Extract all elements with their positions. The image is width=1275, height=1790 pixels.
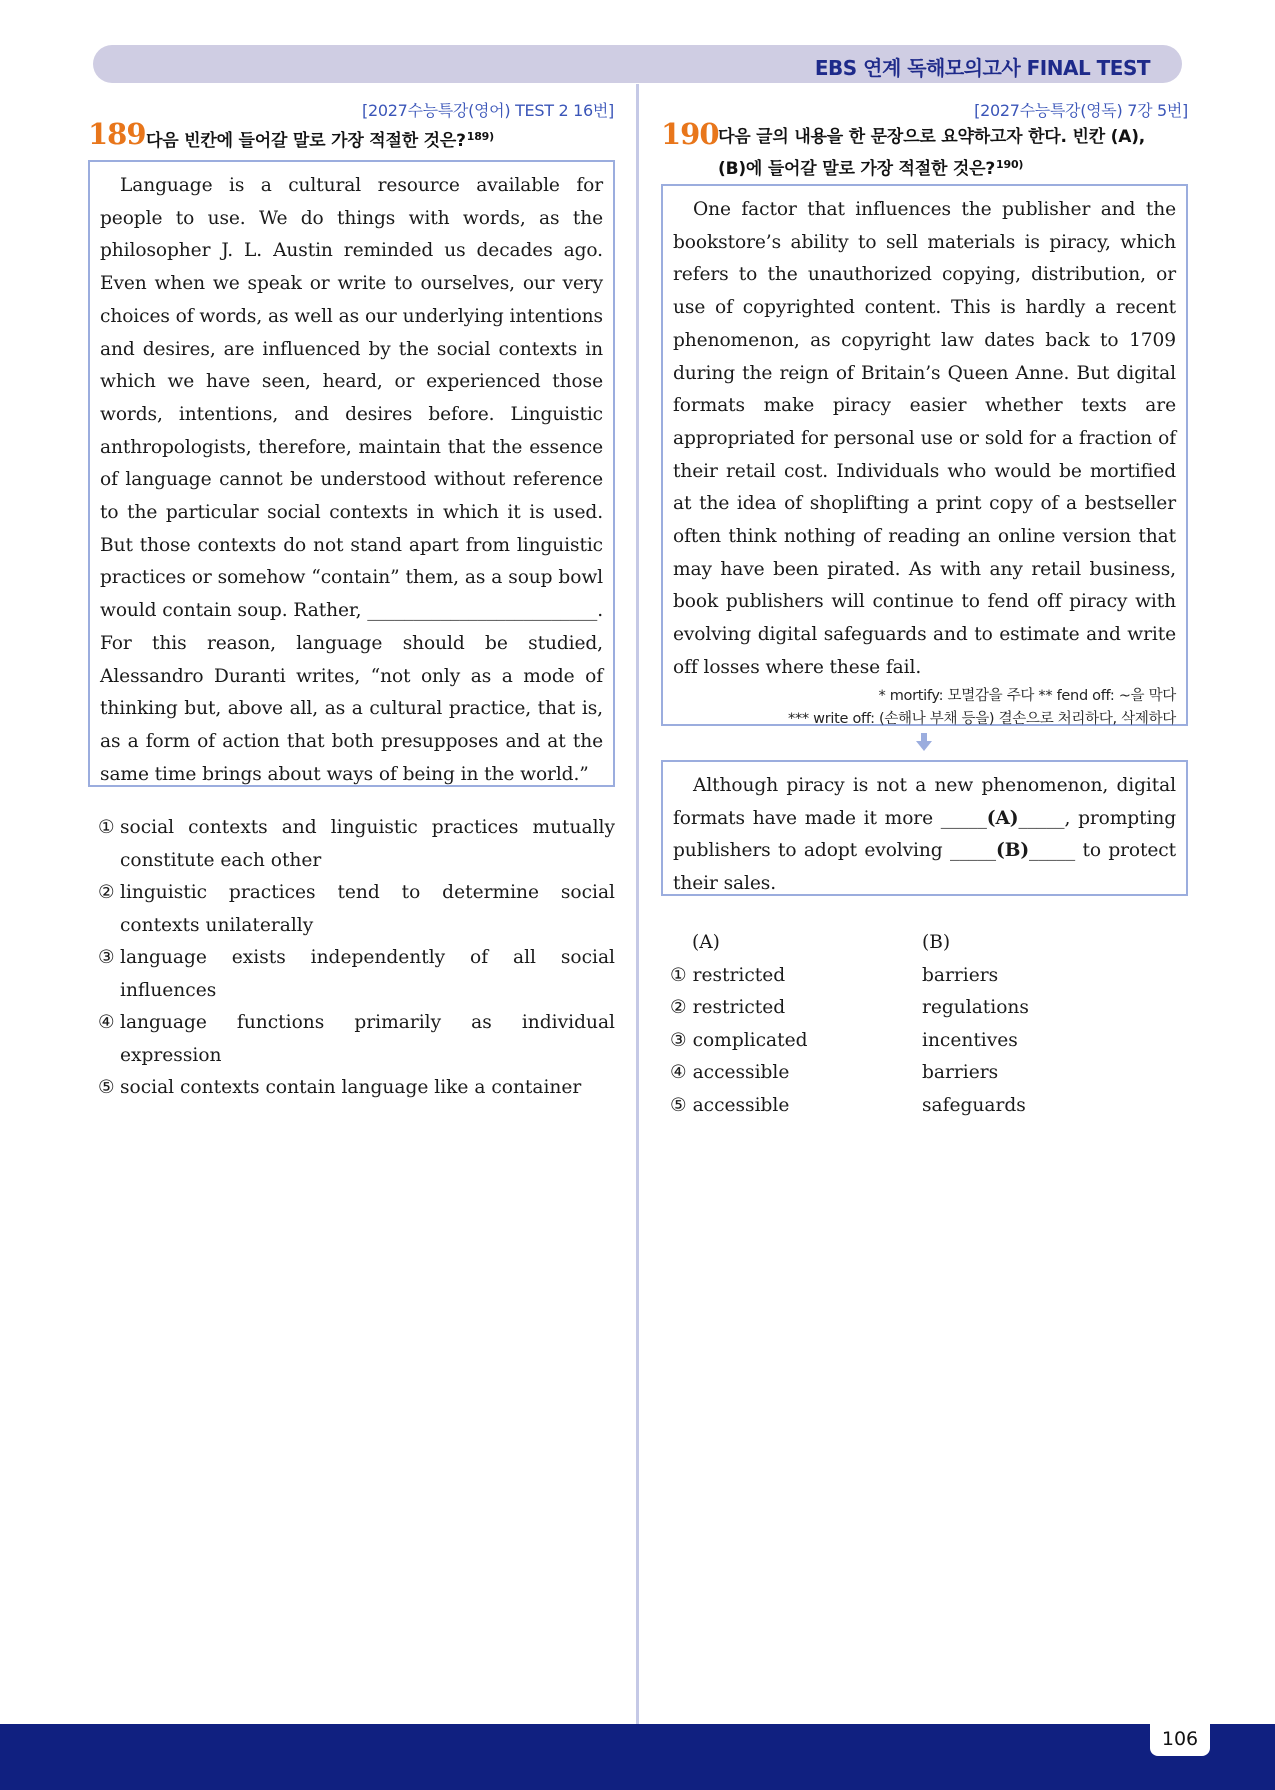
q190-passage: One factor that influences the publisher and the bookstore’s ability to sell materials is piracy, which refers to the unauthorized copying, distribution, or use of copyrighted content. This is hardly a recent phenomenon, as copyright law dates back to 1709 during the reign of Britain’s Queen Anne. But digital formats make piracy easier whether texts are appropriated for personal use or sold for a fraction of their retail cost. Individuals who would be mortified at the idea of shoplifting a print copy of a bestseller often think nothing of reading an online version that may have been pirated. As with any retail business, book publishers will continue to fend off piracy with evolving digital safeguards and to estimate and write off losses where these fail.	[673, 199, 1176, 678]
blank-a-label: (A)	[986, 807, 1019, 829]
q190-note-2: *** write off: (손해나 부채 등을) 결손으로 처리하다, 삭제하다	[788, 710, 1176, 727]
q189-option-4[interactable]	[98, 1007, 615, 1072]
q190-answer-table	[670, 927, 1029, 1122]
summary-part-1: Although piracy is not a new phenomenon, digital formats have made it more	[673, 775, 1176, 829]
q190-prompt-line2-text: (B)에 들어갈 말로 가장 적절한 것은?	[718, 159, 996, 179]
option-a: ② restricted	[670, 997, 786, 1018]
q190-option-2[interactable]	[670, 992, 1029, 1025]
q189-options	[98, 812, 615, 1105]
q189-number: 189	[88, 117, 146, 151]
summary-part-3: to protect their sales.	[673, 840, 1176, 895]
q190-prompt-line2	[718, 151, 1190, 183]
option-text: social contexts contain language like a container	[120, 1077, 582, 1098]
blank-b-pre: _____	[950, 840, 997, 862]
summary-part-2: , prompting publishers to adopt evolving	[673, 807, 1177, 862]
q189-passage-box	[88, 160, 615, 787]
option-b: regulations	[922, 997, 1029, 1018]
q190-prompt-line1: 다음 글의 내용을 한 문장으로 요약하고자 한다. 빈칸 (A),	[718, 127, 1146, 147]
option-b: incentives	[922, 1029, 1018, 1051]
option-b: barriers	[922, 964, 999, 986]
q189-option-3[interactable]	[98, 942, 615, 1007]
q189-footnote-ref: 189)	[466, 130, 494, 143]
q190-note-1: * mortify: 모멸감을 주다 ** fend off: ~을 막다	[878, 687, 1176, 704]
option-a: ⑤ accessible	[670, 1094, 790, 1116]
header-title: EBS 연계 독해모의고사 FINAL TEST	[814, 56, 1150, 80]
page-number: 106	[1150, 1722, 1210, 1756]
option-b: barriers	[922, 1062, 999, 1083]
header-bar	[93, 45, 1182, 83]
option-number: ④	[98, 1012, 115, 1033]
q190-summary-box	[661, 760, 1188, 896]
option-number: ①	[98, 817, 115, 838]
blank-a-pre: _____	[940, 807, 987, 829]
q189-source: [2027수능특강(영어) TEST 2 16번]	[362, 101, 614, 120]
blank-b-label: (B)	[996, 840, 1030, 862]
option-a: ① restricted	[670, 964, 786, 986]
option-b: safeguards	[922, 1094, 1026, 1116]
option-text: language functions primarily as individual expression	[120, 1012, 615, 1066]
column-divider	[636, 84, 639, 1724]
option-a: ③ complicated	[670, 1029, 808, 1051]
q189-option-2[interactable]	[98, 877, 615, 942]
option-a: ④ accessible	[670, 1062, 790, 1083]
q189-passage-before: Language is a cultural resource available for people to use. We do things with words, as the philosopher J. L. Austin reminded us decades ago. Even when we speak or write to ourselves, our very choices of words, as well as our underlying intentions and desires, are influenced by the social contexts in which we have seen, heard, or experienced those words, intentions, and desires before. Linguistic anthropologists, therefore, maintain that the essence of language cannot be understood without reference to the particular social contexts in which it is used. But those contexts do not stand apart from linguistic practices or somehow “contain” them, as a soup bowl would contain soup. Rather,	[100, 175, 603, 622]
q190-option-4[interactable]	[670, 1057, 1029, 1090]
q190-passage-box	[661, 184, 1188, 726]
option-number: ②	[98, 882, 115, 903]
q190-prompt	[718, 123, 1190, 183]
q189-passage	[100, 170, 603, 791]
q190-number: 190	[661, 117, 719, 151]
column-b-header: (B)	[922, 932, 951, 953]
q190-source: [2027수능특강(영독) 7강 5번]	[974, 101, 1188, 120]
blank-a-post: _____	[1018, 807, 1065, 829]
q189-blank: _________________________.	[367, 600, 603, 622]
option-number: ③	[98, 947, 115, 968]
q190-notes	[673, 685, 1176, 731]
q190-option-1[interactable]	[670, 960, 1029, 993]
option-number: ⑤	[98, 1077, 115, 1098]
column-a-header: (A)	[692, 932, 720, 953]
q189-prompt-text: 다음 빈칸에 들어갈 말로 가장 적절한 것은?	[146, 131, 466, 151]
q189-passage-after: For this reason, language should be studied, Alessandro Duranti writes, “not only as a mode of thinking but, above all, as a cultural practice, that is, as a form of action that both presupposes and at the same time brings about ways of being in the world.”	[100, 632, 603, 785]
q190-summary	[673, 770, 1176, 901]
arrow-down-icon	[916, 733, 932, 751]
option-text: language exists independently of all social influences	[120, 947, 615, 1001]
answer-table-header	[670, 927, 1029, 960]
blank-b-post: _____	[1029, 840, 1076, 862]
q189-option-1[interactable]	[98, 812, 615, 877]
option-text: social contexts and linguistic practices mutually constitute each other	[120, 817, 615, 871]
q190-option-3[interactable]	[670, 1025, 1029, 1058]
q190-footnote-ref: 190)	[996, 158, 1024, 171]
q189-prompt	[146, 123, 494, 155]
option-text: linguistic practices tend to determine social contexts unilaterally	[120, 882, 615, 936]
q190-option-5[interactable]	[670, 1090, 1029, 1123]
footer-bar	[0, 1724, 1275, 1790]
q189-option-5[interactable]	[98, 1072, 615, 1105]
